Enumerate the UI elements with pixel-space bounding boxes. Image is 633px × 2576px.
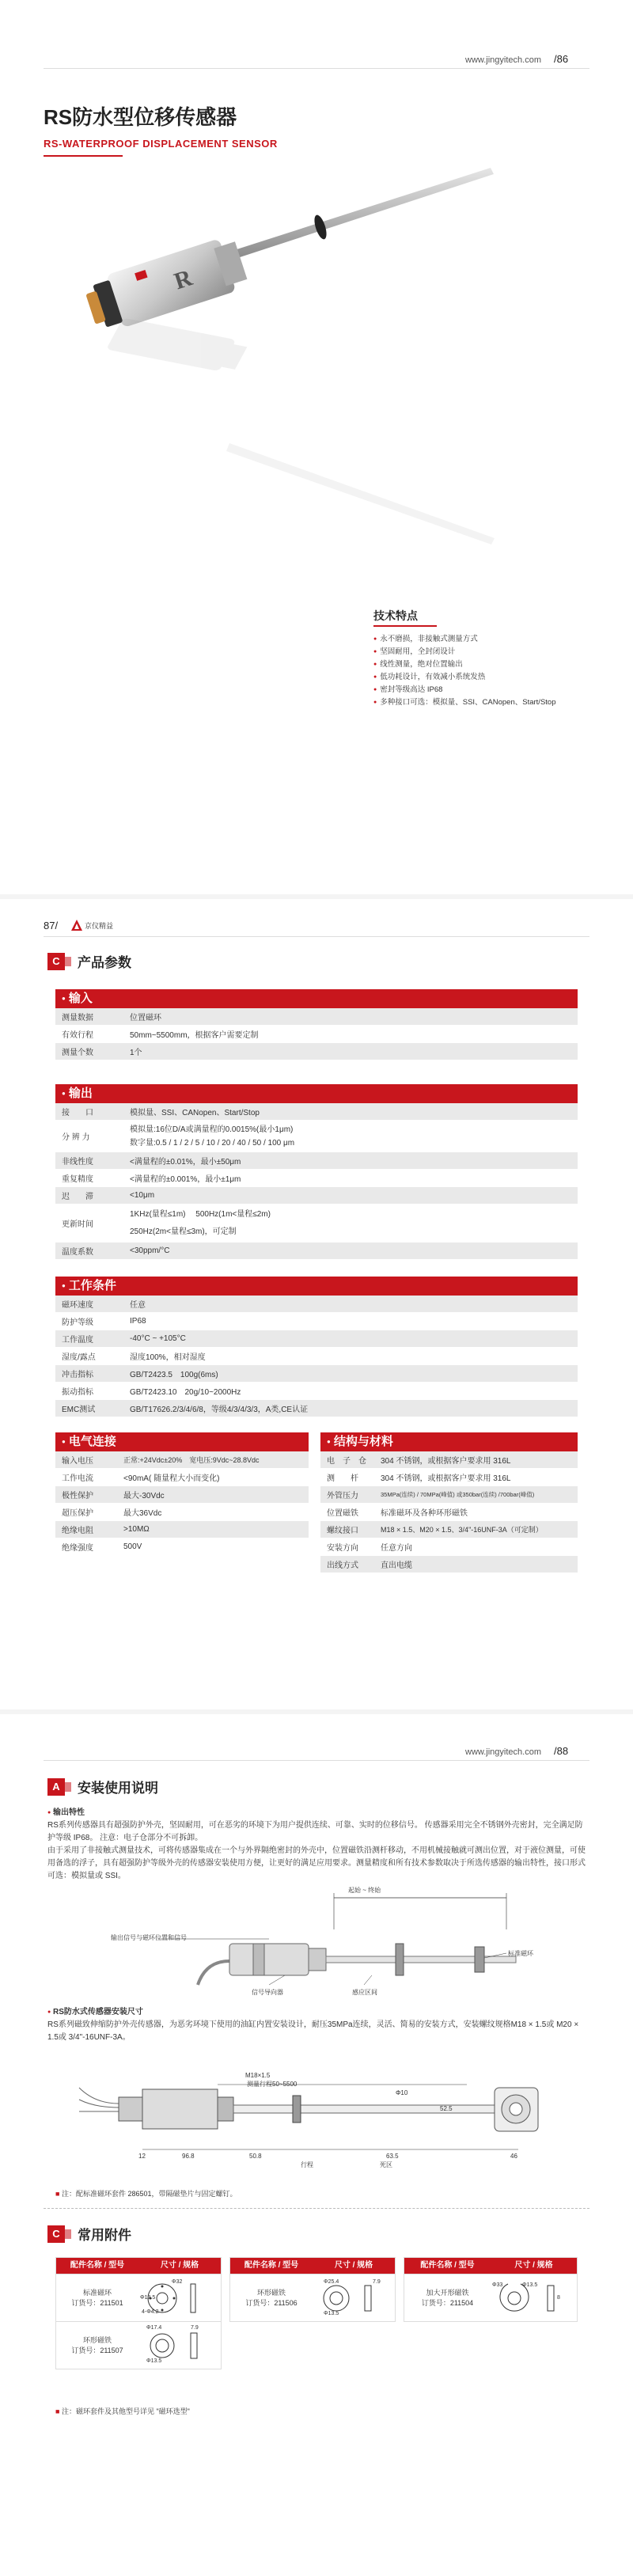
table-row: 工作电流 <90mA( 随量程大小而变化) [55,1469,309,1486]
note-1: ■ 注：配标准磁环套件 286501，带隔磁垫片与固定螺钉。 [55,2190,237,2198]
table-output [55,1084,578,1260]
table-row: 重复精度 <满量程的±0.001%，最小±1μm [55,1170,578,1187]
table-row: 更新时间 1KHz(量程≤1m) 500Hz(1m<量程≤2m) 250Hz(2m<量程≤3m)，可定制 [55,1205,578,1242]
accessory-row: 标准磁环 订货号：211501 Φ32 Φ13.5 4-Φ4.2 [56,2274,221,2321]
table-row: 迟 滞 <10μm [55,1187,578,1205]
section-title: 安装使用说明 [78,1781,158,1796]
feature-item: ● 线性测量，绝对位置输出 [373,658,611,671]
para-title: ● 输出特性 [47,1808,85,1817]
output-characteristics [47,1807,586,1883]
section-header-accessories [47,2224,131,2244]
features-title-rule [373,625,437,627]
table-row: 超压保护 最大36Vdc [55,1504,309,1521]
table-row: 磁环速度 任意 [55,1296,578,1313]
dim-3: 50.8 [249,2153,262,2160]
table-head: ● 输出 [55,1084,578,1103]
table-head: ● 结构与材料 [320,1432,578,1451]
page-url: www.jingyitech.com [465,55,541,65]
features-title: 技术特点 [373,609,418,622]
page-url: www.jingyitech.com [465,1747,541,1757]
table-head: ● 电气连接 [55,1432,309,1451]
dim-2: 96.8 [182,2153,195,2160]
table-row: 输入电压 正常:+24Vdc±20% 宽电压:9Vdc~28.8Vdc [55,1451,309,1469]
para-text: RS系列传感器具有超强防护外壳，坚固耐用，可在恶劣的环境下为用户提供连续、可靠、实时的位移信号。 传感器采用完全不锈钢外壳密封，完全满足防护等级 IP68。 注意：电子仓部分不可拆卸。 [47,1821,583,1842]
para-text: RS系列磁致伸缩防护外壳传感器，为恶劣环境下使用的油缸内置安装设计，耐压35MPa连续，灵活、简易的安装方式，安装螺纹规格M18 × 1.5或 M20 × 1.5或 3/4"-16UNF-3A。 [47,2020,579,2042]
install-dimension-diagram [55,2056,578,2175]
header-rule [44,68,589,69]
table-row: 湿度/露点 湿度100%，相对湿度 [55,1348,578,1365]
feature-item: ● 坚固耐用，全封闭设计 [373,646,611,658]
table-row: 接 口 模拟量、SSI、CANopen、Start/Stop [55,1103,578,1121]
dim-stroke: 测量行程50~5500 [247,2081,298,2088]
accessory-row: 环形磁铁 订货号：211507 Φ17.4 Φ13.5 7.9 [56,2321,221,2369]
table-row: 非线性度 <满量程的±0.01%，最小±50μm [55,1152,578,1170]
table-row: 有效行程 50mm~5500mm，根据客户需要定制 [55,1026,578,1043]
accessory-table-2 [229,2257,396,2322]
dim-thread: M18×1.5 [245,2072,271,2079]
accessory-table-head: 配件名称 / 型号 尺寸 / 规格 [230,2258,395,2274]
note-2: ■ 注：磁环套件及其他型号详见 "磁环选型" [55,2407,190,2415]
feature-item: ● 多种接口可选：模拟量、SSI、CANopen、Start/Stop [373,696,611,709]
section-badge: C [47,953,71,970]
page-separator [0,1709,633,1714]
accessory-table-1 [55,2257,222,2369]
header-rule [44,1760,589,1761]
dim-9: 46 [510,2153,517,2160]
diagram-label-ring: 标准磁环 [508,1950,533,1957]
table-electric [55,1432,309,1556]
features-list [373,633,611,709]
table-head: ● 输入 [55,989,578,1008]
table-row: 测量数据 位置磁环 [55,1008,578,1026]
accessory-table-head: 配件名称 / 型号 尺寸 / 规格 [56,2258,221,2274]
product-sensor-image [63,158,570,570]
table-row: 安装方向 任意方向 [320,1538,578,1556]
table-row: 测 杆 304 不锈钢，或根据客户要求用 316L [320,1469,578,1486]
table-row: 外管压力 35MPa(连续) / 70MPa(峰值) 或350bar(连续) /700bar(峰值) [320,1486,578,1504]
section-title: 产品参数 [78,955,131,970]
page-number: /86 [554,53,569,65]
dim-8: 52.5 [440,2105,453,2112]
diagram-label-cable: 输出信号与磁环位置和信号 [111,1934,187,1941]
table-row: 分 辨 力 模拟量:16位D/A或满量程的0.0015%(最小1μm) 数字量:0.5 / 1 / 2 / 5 / 10 / 20 / 40 / 50 / 100 μm [55,1121,578,1152]
section-header-install [47,1777,158,1796]
logo-icon [71,920,82,931]
table-row: 位置磁铁 标准磁环及各种环形磁铁 [320,1504,578,1521]
feature-item: ● 低功耗设计，有效减小系统发热 [373,671,611,684]
section-title: 常用附件 [78,2228,131,2243]
table-row: 温度系数 <30ppm/°C [55,1242,578,1260]
feature-item: ● 永不磨损，非接触式测量方式 [373,633,611,646]
page-number: 87/ [44,920,59,931]
page-separator [0,894,633,899]
feature-item: ● 密封等级高达 IP68 [373,684,611,696]
dim-4: 63.5 [386,2153,399,2160]
section-header-params [47,951,131,971]
diagram-label-rod: 感应区间 [352,1989,377,1996]
accessory-row: 环形磁铁 订货号：211506 Φ25.4 Φ13.5 7.9 [230,2274,395,2321]
table-row: 工作温度 -40°C ~ +105°C [55,1330,578,1348]
table-input [55,989,578,1060]
dim-6: 死区 [380,2161,392,2168]
section-badge: A [47,1778,71,1796]
table-row: 振动指标 GB/T2423.10 20g/10~2000Hz [55,1383,578,1400]
table-row: 出线方式 直出电缆 [320,1556,578,1573]
table-row: 冲击指标 GB/T2423.5 100g(6ms) [55,1365,578,1383]
install-dimensions [47,2006,586,2044]
table-row: 绝缘强度 500V [55,1538,309,1556]
dim-1: 12 [138,2153,146,2160]
table-row: 螺纹接口 M18 × 1.5、M20 × 1.5、3/4"-16UNF-3A（可定制） [320,1521,578,1538]
diagram-label-elec: 信号导向器 [252,1989,283,1996]
dim-7: Φ10 [396,2089,408,2096]
header-rule [44,936,589,937]
table-work [55,1277,578,1417]
table-structure [320,1432,578,1573]
table-row: 绝缘电阻 >10MΩ [55,1521,309,1538]
table-row: 电 子 仓 304 不锈钢，或根据客户要求用 316L [320,1451,578,1469]
section-divider [44,2208,589,2209]
table-row: 防护等级 IP68 [55,1313,578,1330]
accessory-table-head: 配件名称 / 型号 尺寸 / 规格 [404,2258,577,2274]
brand-logo: 京仪精益 [71,920,113,931]
page-number: /88 [554,1745,569,1757]
table-row: EMC测试 GB/T17626.2/3/4/6/8，等级4/3/4/3/3，A类,CE认证 [55,1400,578,1417]
page-title: RS防水型位移传感器 [44,105,237,129]
title-underline [44,155,123,157]
accessory-row: 加大开形磁铁 订货号：211504 Φ33 Φ13.5 8 [404,2274,577,2321]
table-row: 测量个数 1个 [55,1043,578,1060]
dim-5: 行程 [301,2161,313,2168]
para-text: 由于采用了非接触式测量技术，可将传感器集成在一个与外界隔绝密封的外壳中，位置磁铁沿测杆移动，不用机械接触就可测出位置，对于液位测量，可使用备选的浮子，具有超强防护等级外壳的传感器安装使用方便，让更好的满足应用要求。测量精度和所有技术参数取决于所选传感器的输出特性，接口形式可选：模拟量或 SSI。 [47,1846,586,1880]
table-head: ● 工作条件 [55,1277,578,1296]
page-subtitle: RS-WATERPROOF DISPLACEMENT SENSOR [44,138,278,150]
accessory-table-3 [404,2257,578,2322]
table-row: 极性保护 最大-30Vdc [55,1486,309,1504]
section-badge: C [47,2225,71,2243]
diagram-label-range: 起始 ~ 终始 [348,1887,381,1894]
para-title: ● RS防水式传感器安装尺寸 [47,2008,143,2016]
svg-text:R: R [171,264,195,295]
